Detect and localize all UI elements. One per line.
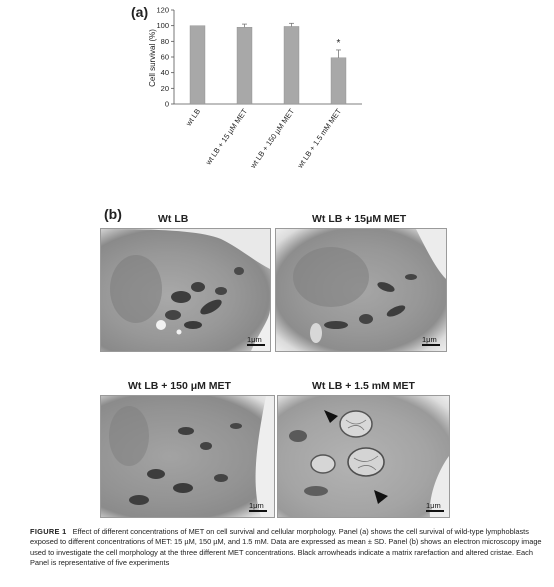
scale-label: 1μm xyxy=(247,335,262,344)
em-image-3-texture xyxy=(101,396,274,517)
bar xyxy=(331,58,346,104)
em-title-15um-met: Wt LB + 15μM MET xyxy=(312,213,407,225)
scale-bar xyxy=(422,344,440,346)
scale-bar xyxy=(249,510,267,512)
em-image-1-texture xyxy=(101,229,270,351)
panel-a-label: (a) xyxy=(131,4,149,20)
significance-marker: * xyxy=(336,37,341,49)
em-image-150um-met xyxy=(100,395,275,518)
em-title-wt-lb: Wt LB xyxy=(158,213,189,225)
y-tick-label: 0 xyxy=(164,99,169,109)
y-tick-label: 20 xyxy=(160,83,169,93)
scale-bar xyxy=(247,344,265,346)
em-image-1-5mm-met xyxy=(277,395,450,518)
arrowhead-icon xyxy=(374,490,388,504)
em-title-150um-met: Wt LB + 150 μM MET xyxy=(128,380,231,392)
x-category-label: wt LB + 1.5 mM MET xyxy=(295,106,344,170)
caption-label: FIGURE 1 xyxy=(30,527,67,536)
em-image-2-texture xyxy=(276,229,446,351)
cell-survival-chart xyxy=(0,0,554,200)
y-tick-label: 100 xyxy=(156,21,169,31)
em-image-wt-lb xyxy=(100,228,271,352)
em-title-1-5mm-met: Wt LB + 1.5 mM MET xyxy=(312,380,415,392)
bar xyxy=(237,27,252,104)
y-tick-label: 120 xyxy=(156,5,169,15)
em-image-15um-met xyxy=(275,228,447,352)
y-tick-label: 80 xyxy=(160,36,169,46)
panel-b-label: (b) xyxy=(104,206,122,222)
scale-label: 1μm xyxy=(422,335,437,344)
scale-label: 1μm xyxy=(426,501,441,510)
bar xyxy=(284,26,299,104)
x-category-label: wt LB + 150 µM MET xyxy=(248,106,297,170)
y-tick-label: 60 xyxy=(160,52,169,62)
em-image-4-texture xyxy=(278,396,449,517)
figure-caption xyxy=(30,527,545,568)
x-category-label: wt LB + 15 µM MET xyxy=(203,106,250,167)
bar xyxy=(190,26,205,104)
arrowhead-icon xyxy=(324,410,338,423)
y-tick-label: 40 xyxy=(160,68,169,78)
caption-text: Effect of different concentrations of MET on cell survival and cellular morphology. Panel (a) shows the cell survival of wild-type lymphoblasts exposed to different concentrations of MET: 15 µM, 150 µM, and 1.5 mM. Data are expressed as mean ± SD. Panel (b) shows an electron microscopy image used to investigate the cell morphology at the three different MET concentrations. Black arrowheads indicate a matrix rarefaction and altered cristae. Each Panel is representative of five experiments xyxy=(30,527,542,567)
y-axis-label: Cell survival (%) xyxy=(148,29,157,87)
x-category-label: wt LB xyxy=(184,106,203,128)
scale-bar xyxy=(426,510,444,512)
scale-label: 1μm xyxy=(249,501,264,510)
